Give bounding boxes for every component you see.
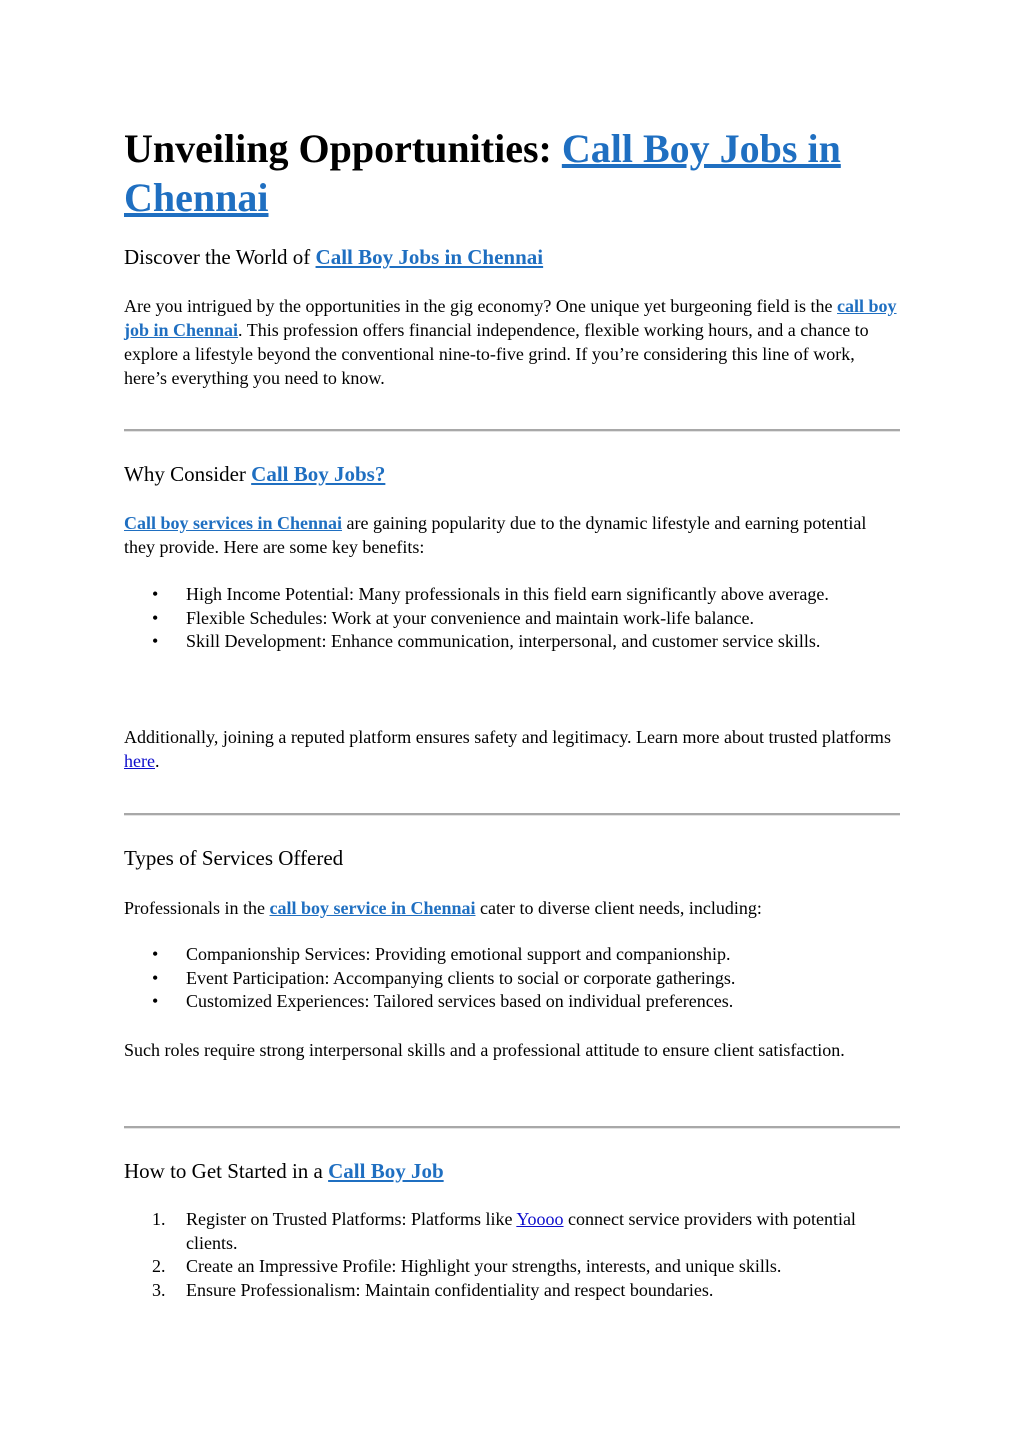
page-title [124,124,900,222]
bullet-marker: • [152,944,159,964]
heading-start [124,1158,444,1184]
bullet-marker: • [152,607,159,628]
section-divider [124,429,900,432]
list-item-text: Skill Development: Enhance communication, interpersonal, and customer service skills. [186,631,821,652]
heading-discover [124,244,543,270]
steps-list [124,1208,900,1303]
types-outro-paragraph: Such roles require strong interpersonal skills and a professional attitude to ensure client satisfaction. [124,1040,845,1060]
list-item [124,630,900,654]
heading-why [124,461,385,487]
types-intro-paragraph [124,896,900,920]
page-title-link[interactable]: Call Boy Jobs in Chennai [124,126,841,220]
why-outro-paragraph [124,725,900,773]
step-text-prefix: Register on Trusted Platforms: Platforms like [186,1209,517,1229]
list-item-text: Customized Experiences: Tailored services based on individual preferences. [186,991,734,1012]
types-intro-link[interactable]: call boy service in Chennai [269,898,476,918]
list-item-text: Flexible Schedules: Work at your convenience and maintain work-life balance. [186,607,755,628]
services-list [124,943,900,1014]
list-item [124,583,900,607]
step-text: Create an Impressive Profile: Highlight your strengths, interests, and unique skills. [186,1256,782,1277]
benefits-list [124,583,900,654]
why-outro-text: Additionally, joining a reputed platform ensures safety and legitimacy. Learn more about trusted platforms [124,727,891,747]
intro-paragraph [124,294,900,390]
heading-discover-prefix: Discover the World of [124,245,316,269]
list-item [124,967,900,991]
list-item [124,1208,900,1255]
page-title-prefix: Unveiling Opportunities: [124,126,562,171]
intro-text-1: Are you intrigued by the opportunities in the gig economy? One unique yet burgeoning field is the [124,296,838,316]
heading-start-prefix: How to Get Started in a [124,1159,329,1183]
bullet-marker: • [152,991,159,1012]
intro-text-2: . This profession offers financial independence, flexible working hours, and a chance to explore a lifestyle beyond the conventional nine-to-five grind. If you’re considering this line of work, here’s everything you need to know. [124,320,869,388]
bullet-marker: • [152,967,159,988]
heading-start-link[interactable]: Call Boy Job [328,1159,444,1183]
list-item-text: High Income Potential: Many professionals in this field earn significantly above average. [186,584,829,604]
yoooo-link[interactable]: Yoooo [516,1209,564,1229]
list-item [124,607,900,631]
step-number: 1. [152,1209,166,1229]
section-divider [124,1126,900,1129]
heading-types: Types of Services Offered [124,846,344,870]
list-item [124,1279,900,1303]
why-outro-end: . [154,751,160,771]
heading-discover-link[interactable]: Call Boy Jobs in Chennai [315,245,544,269]
bullet-marker: • [152,584,159,604]
list-item [124,943,900,967]
heading-why-prefix: Why Consider [124,462,252,486]
why-intro-text: are gaining popularity due to the dynamic lifestyle and earning potential they provide. Here are some key benefits: [124,513,867,557]
list-item [124,1255,900,1279]
list-item [124,990,900,1014]
bullet-marker: • [152,631,159,652]
step-number: 3. [152,1280,166,1301]
why-intro-link[interactable]: Call boy services in Chennai [124,513,343,533]
intro-link[interactable]: call boy job in Chennai [124,296,897,340]
list-item-text: Event Participation: Accompanying clients to social or corporate gatherings. [186,967,736,988]
step-number: 2. [152,1256,166,1277]
here-link[interactable]: here [124,751,155,771]
step-text-suffix: connect service providers with potential clients. [186,1209,856,1253]
heading-why-link[interactable]: Call Boy Jobs? [251,462,386,486]
list-item-text: Companionship Services: Providing emotional support and companionship. [186,944,731,964]
step-text: Ensure Professionalism: Maintain confidentiality and respect boundaries. [186,1280,714,1301]
why-intro-paragraph [124,511,900,559]
types-intro-prefix: Professionals in the [124,898,270,918]
section-divider [124,813,900,816]
types-intro-suffix: cater to diverse client needs, including: [475,898,762,918]
